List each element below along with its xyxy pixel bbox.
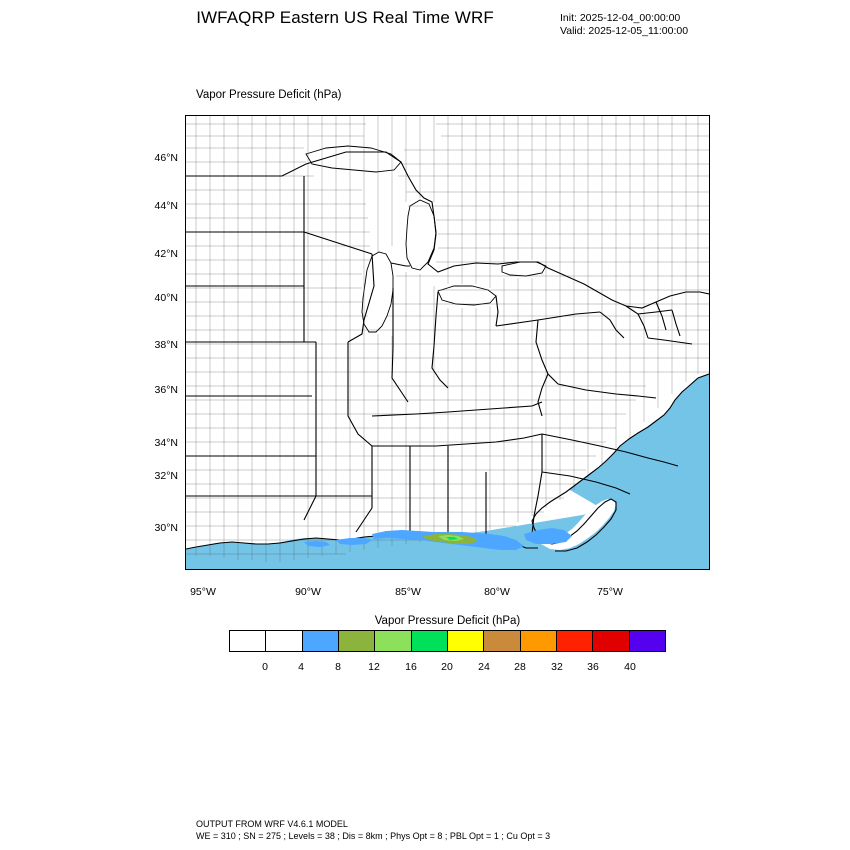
colorbar-swatch-10 [592, 631, 628, 651]
init-time: Init: 2025-12-04_00:00:00 [560, 12, 681, 24]
colorbar-tick-9: 36 [587, 661, 599, 673]
footer-line-2: WE = 310 ; SN = 275 ; Levels = 38 ; Dis = 8km ; Phys Opt = 8 ; PBL Opt = 1 ; Cu Opt = 3 [196, 831, 551, 841]
colorbar-tick-10: 40 [624, 661, 636, 673]
y-tick-36N: 36°N [154, 384, 178, 396]
x-tick-90W: 90°W [295, 586, 321, 598]
y-tick-44N: 44°N [154, 200, 178, 212]
footer-line-1: OUTPUT FROM WRF V4.6.1 MODEL [196, 819, 348, 829]
model-run-info [560, 12, 688, 38]
colorbar-tick-2: 8 [335, 661, 341, 673]
x-tick-80W: 80°W [484, 586, 510, 598]
colorbar-swatch-2 [302, 631, 338, 651]
valid-time: Valid: 2025-12-05_11:00:00 [560, 25, 689, 37]
x-tick-85W: 85°W [395, 586, 421, 598]
colorbar-tick-8: 32 [551, 661, 563, 673]
y-tick-34N: 34°N [154, 437, 178, 449]
y-tick-32N: 32°N [154, 470, 178, 482]
lake-ontario [502, 262, 546, 276]
colorbar-swatch-7 [483, 631, 519, 651]
colorbar-tick-1: 4 [298, 661, 304, 673]
y-tick-42N: 42°N [154, 248, 178, 260]
colorbar-swatch-5 [411, 631, 447, 651]
colorbar-swatch-9 [556, 631, 592, 651]
map-canvas [186, 116, 709, 569]
colorbar-swatch-4 [374, 631, 410, 651]
y-tick-46N: 46°N [154, 152, 178, 164]
x-tick-75W: 75°W [597, 586, 623, 598]
colorbar-tick-0: 0 [262, 661, 268, 673]
colorbar-swatch-6 [447, 631, 483, 651]
model-output-footer [196, 818, 550, 842]
colorbar-swatch-3 [338, 631, 374, 651]
colorbar-title: Vapor Pressure Deficit (hPa) [374, 615, 521, 627]
colorbar-tick-4: 16 [405, 661, 417, 673]
colorbar-tick-5: 20 [441, 661, 453, 673]
colorbar-tick-labels [229, 661, 666, 677]
colorbar-swatch-0 [230, 631, 265, 651]
colorbar-swatch-8 [520, 631, 556, 651]
y-tick-40N: 40°N [154, 292, 178, 304]
colorbar-tick-3: 12 [368, 661, 380, 673]
colorbar-tick-6: 24 [478, 661, 490, 673]
y-tick-38N: 38°N [154, 339, 178, 351]
y-tick-30N: 30°N [154, 522, 178, 534]
plot-title: Vapor Pressure Deficit (hPa) [196, 89, 342, 101]
x-tick-95W: 95°W [190, 586, 216, 598]
map-panel[interactable] [185, 115, 710, 570]
colorbar[interactable] [229, 630, 666, 652]
page-title: IWFAQRP Eastern US Real Time WRF [196, 8, 494, 27]
colorbar-swatch-11 [629, 631, 665, 651]
colorbar-tick-7: 28 [514, 661, 526, 673]
colorbar-swatch-1 [265, 631, 301, 651]
